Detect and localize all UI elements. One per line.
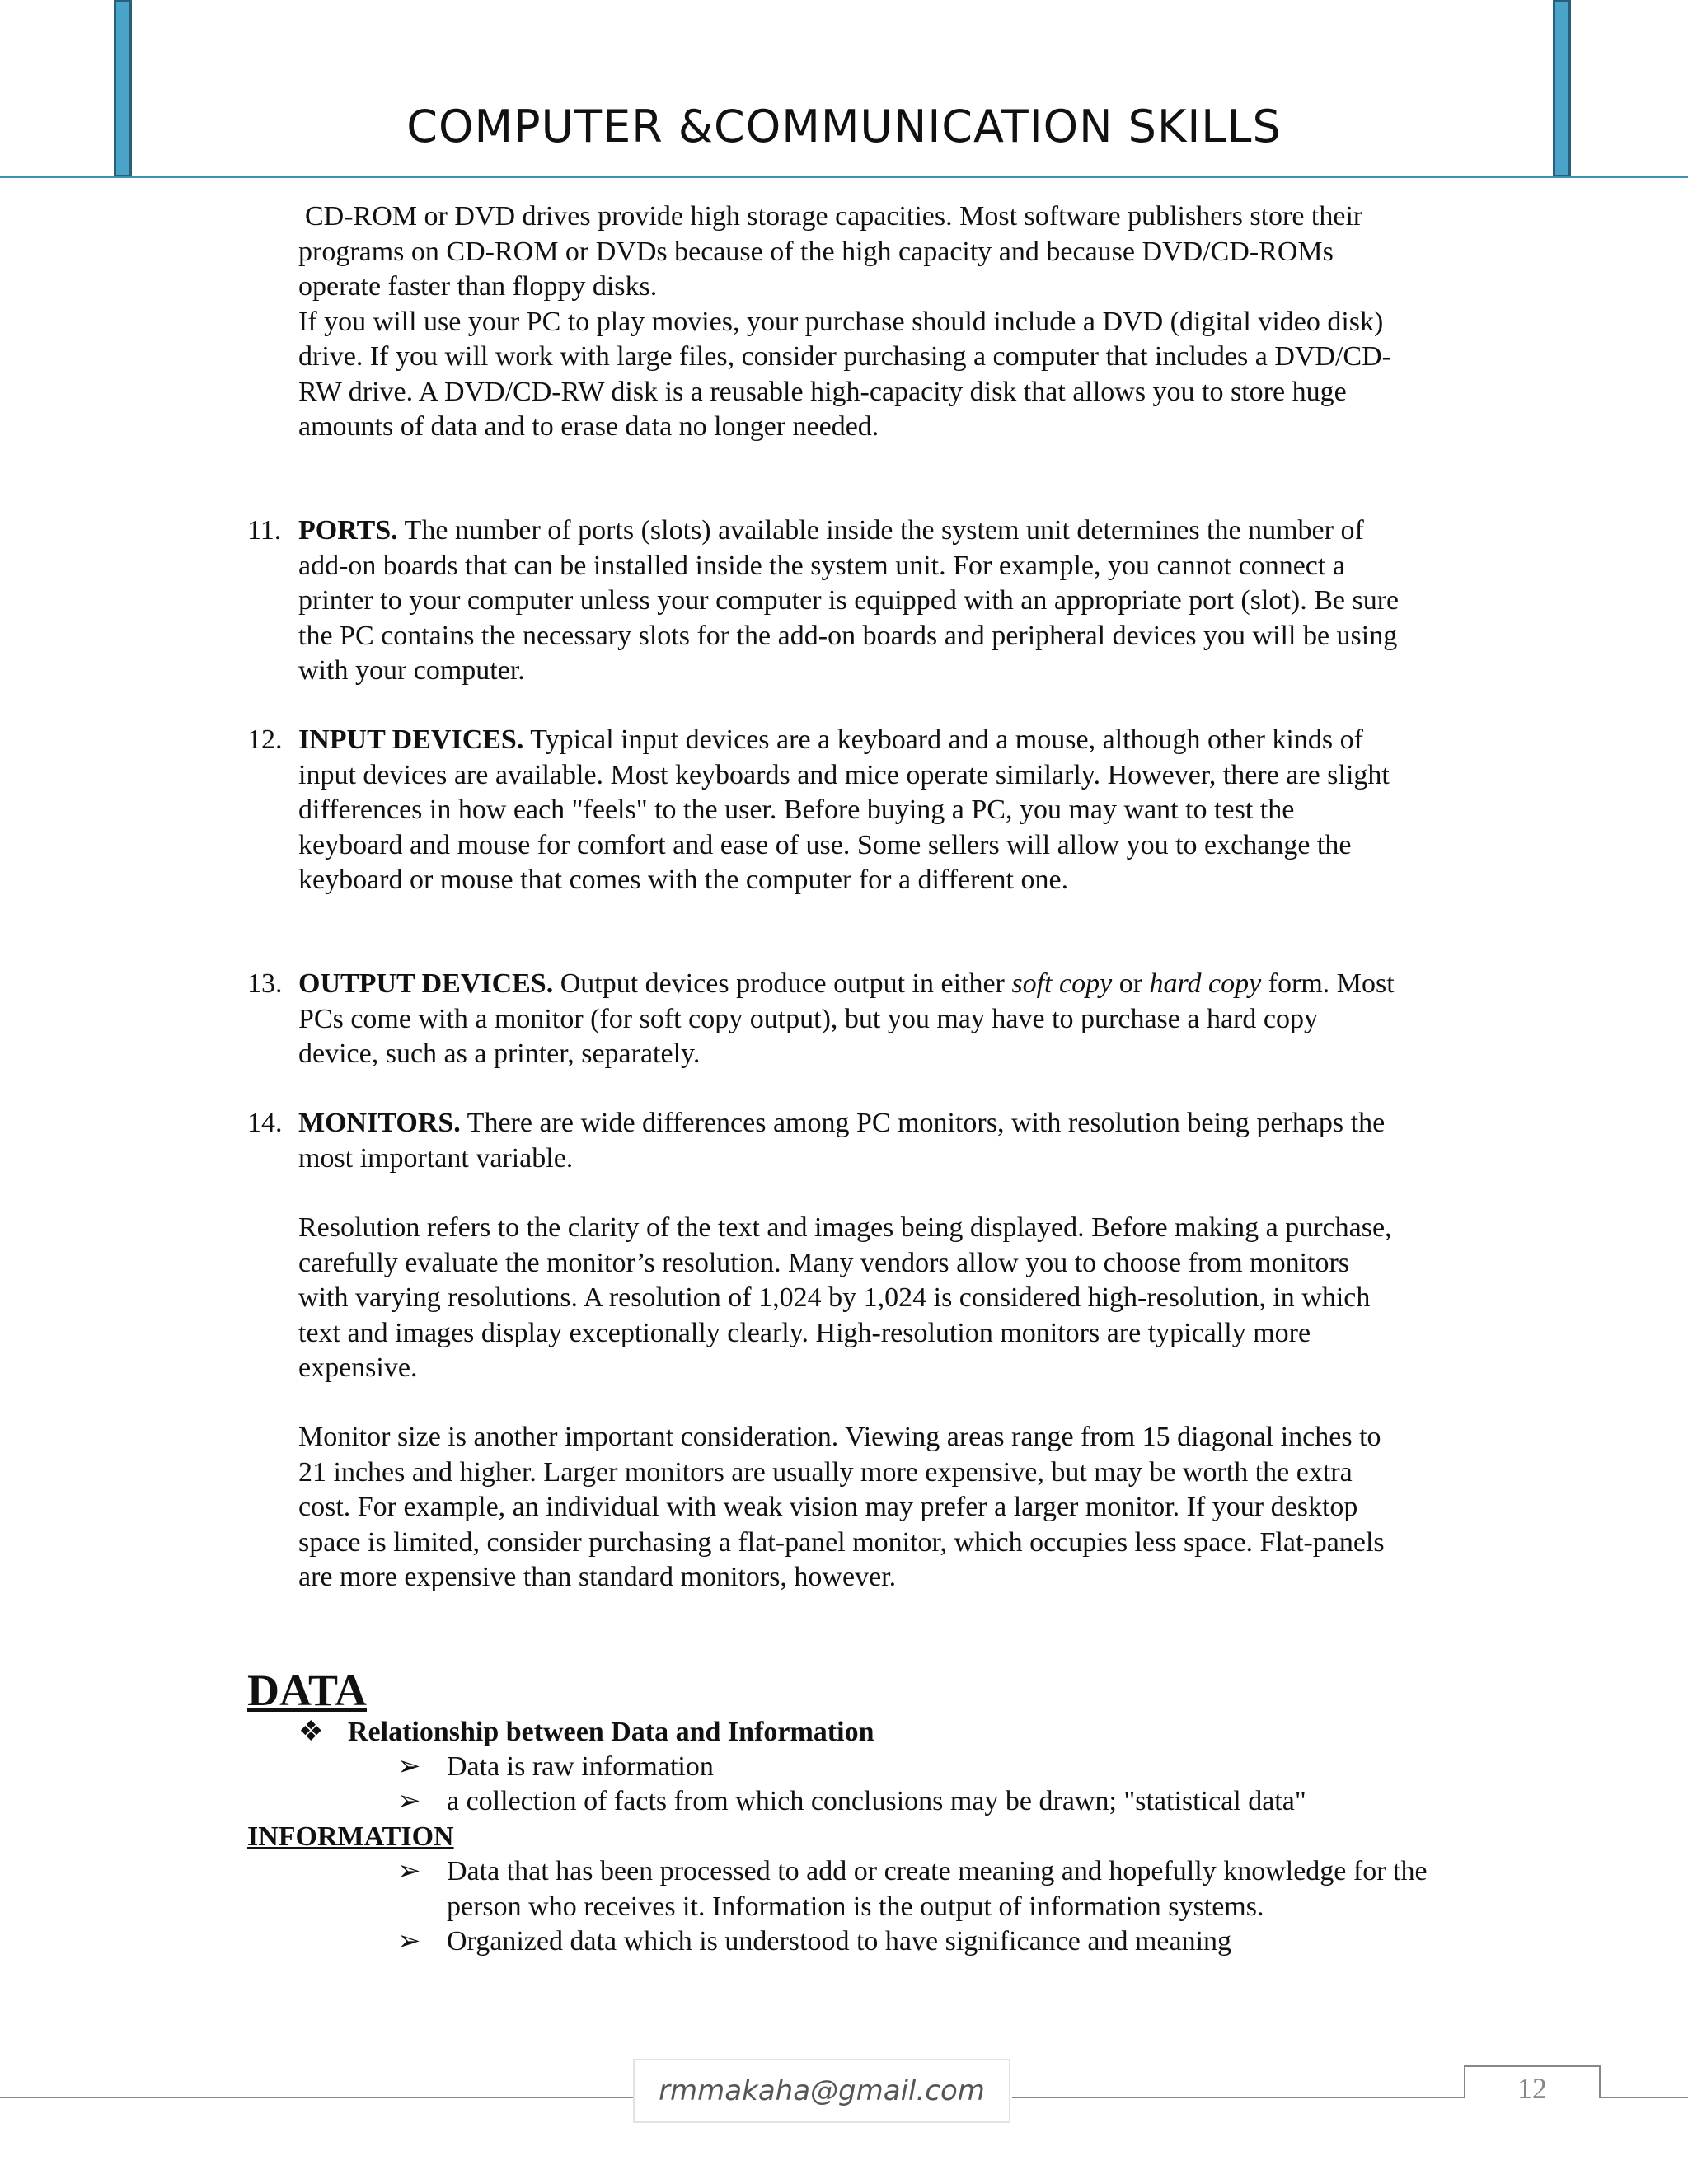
intro-block	[298, 199, 1395, 445]
page-number: 12	[1464, 2065, 1601, 2098]
item-text: Typical input devices are a keyboard and a mouse, although other kinds of input devices are available. Most keyboards and mice operate similarly. However, there are slight differences in how each "feels" to the user. Before buying a PC, you may want to test the keyboard and mouse for comfort and ease of use. Some sellers will allow you to exchange the keyboard or mouse that comes with the computer for a different one.	[298, 724, 1390, 895]
term-output-devices: OUTPUT DEVICES.	[298, 968, 554, 999]
arrow-bullet-icon: ➢	[397, 1751, 421, 1782]
list-number: 11.	[247, 515, 282, 546]
list-item-output-devices	[247, 967, 1401, 1072]
list-number: 13.	[247, 968, 283, 999]
emphasis-soft-copy: soft copy	[1011, 968, 1113, 999]
monitors-size-paragraph: Monitor size is another important consideration. Viewing areas range from 15 diagonal inches to 21 inches and higher. Larger monitors are usually more expensive, but may be worth the extra cost. For example, an individual with weak vision may prefer a larger monitor. If your desktop space is limited, consider purchasing a flat-panel monitor, which occupies less space. Flat-panels are more expensive than standard monitors, however.	[298, 1422, 1385, 1592]
info-point-1: Data that has been processed to add or create meaning and hopefully knowledge for the person who receives it. Information is the output of information systems.	[447, 1856, 1428, 1922]
data-point-1: Data is raw information	[447, 1751, 714, 1782]
emphasis-hard-copy: hard copy	[1149, 968, 1262, 999]
subheading-text: Relationship between Data and Information	[348, 1717, 874, 1747]
term-monitors: MONITORS.	[298, 1108, 461, 1138]
list-item	[397, 1784, 1436, 1820]
footer-divider	[1599, 2097, 1688, 2098]
list-number: 12.	[247, 724, 283, 755]
footer-divider	[1012, 2097, 1464, 2098]
data-point-2: a collection of facts from which conclusions may be drawn; "statistical data"	[447, 1786, 1306, 1816]
subheading-relationship	[298, 1715, 874, 1750]
list-item-monitors	[247, 1106, 1401, 1176]
diamond-bullet-icon: ❖	[298, 1717, 324, 1747]
intro-paragraph-2: If you will use your PC to play movies, your purchase should include a DVD (digital video disk) drive. If you will work with large files, consider purchasing a computer that includes a DVD/CD-RW drive. A DVD/CD-RW disk is a reusable high-capacity disk that allows you to store huge amounts of data and to erase data no longer needed.	[298, 306, 1391, 442]
info-point-2: Organized data which is understood to have significance and meaning	[447, 1926, 1232, 1957]
section-heading-information: INFORMATION	[247, 1821, 454, 1852]
list-item-input-devices	[247, 723, 1401, 898]
list-item	[397, 1854, 1436, 1924]
arrow-bullet-icon: ➢	[397, 1786, 421, 1816]
term-ports: PORTS.	[298, 515, 398, 546]
item-text: There are wide differences among PC monitors, with resolution being perhaps the most important variable.	[298, 1108, 1386, 1174]
arrow-bullet-icon: ➢	[397, 1856, 421, 1886]
arrow-bullet-icon: ➢	[397, 1926, 421, 1957]
list-item-ports	[247, 513, 1401, 689]
intro-paragraph-1: CD-ROM or DVD drives provide high storage capacities. Most software publishers store their programs on CD-ROM or DVDs because of the high capacity and because DVD/CD-ROMs operate faster than floppy disks.	[298, 201, 1363, 302]
section-heading-data: DATA	[247, 1666, 367, 1715]
item-text: or	[1112, 968, 1150, 999]
list-item	[397, 1924, 1436, 1960]
list-item	[397, 1750, 1436, 1785]
item-text: form. Most PCs come with a monitor (for soft copy output), but you may have to purchase a hard copy device, such as a printer, separately.	[298, 968, 1395, 1069]
header-divider	[0, 176, 1688, 178]
monitors-resolution-paragraph: Resolution refers to the clarity of the text and images being displayed. Before making a purchase, carefully evaluate the monitor’s resolution. Many vendors allow you to choose from monitors with varying resolutions. A resolution of 1,024 by 1,024 is considered high-resolution, in which text and images display exceptionally clearly. High-resolution monitors are typically more expensive.	[298, 1212, 1392, 1383]
footer-email: rmmakaha@gmail.com	[633, 2059, 1010, 2123]
footer-divider	[0, 2097, 635, 2098]
term-input-devices: INPUT DEVICES.	[298, 724, 524, 755]
item-text: The number of ports (slots) available inside the system unit determines the number of add-on boards that can be installed inside the system unit. For example, you cannot connect a printer to your computer unless your computer is equipped with an appropriate port (slot). Be sure the PC contains the necessary slots for the add-on boards and peripheral devices you will be using with your computer.	[298, 515, 1400, 686]
list-number: 14.	[247, 1108, 283, 1138]
item-text: Output devices produce output in either	[553, 968, 1012, 999]
page-title: COMPUTER &COMMUNICATION SKILLS	[406, 101, 1282, 152]
